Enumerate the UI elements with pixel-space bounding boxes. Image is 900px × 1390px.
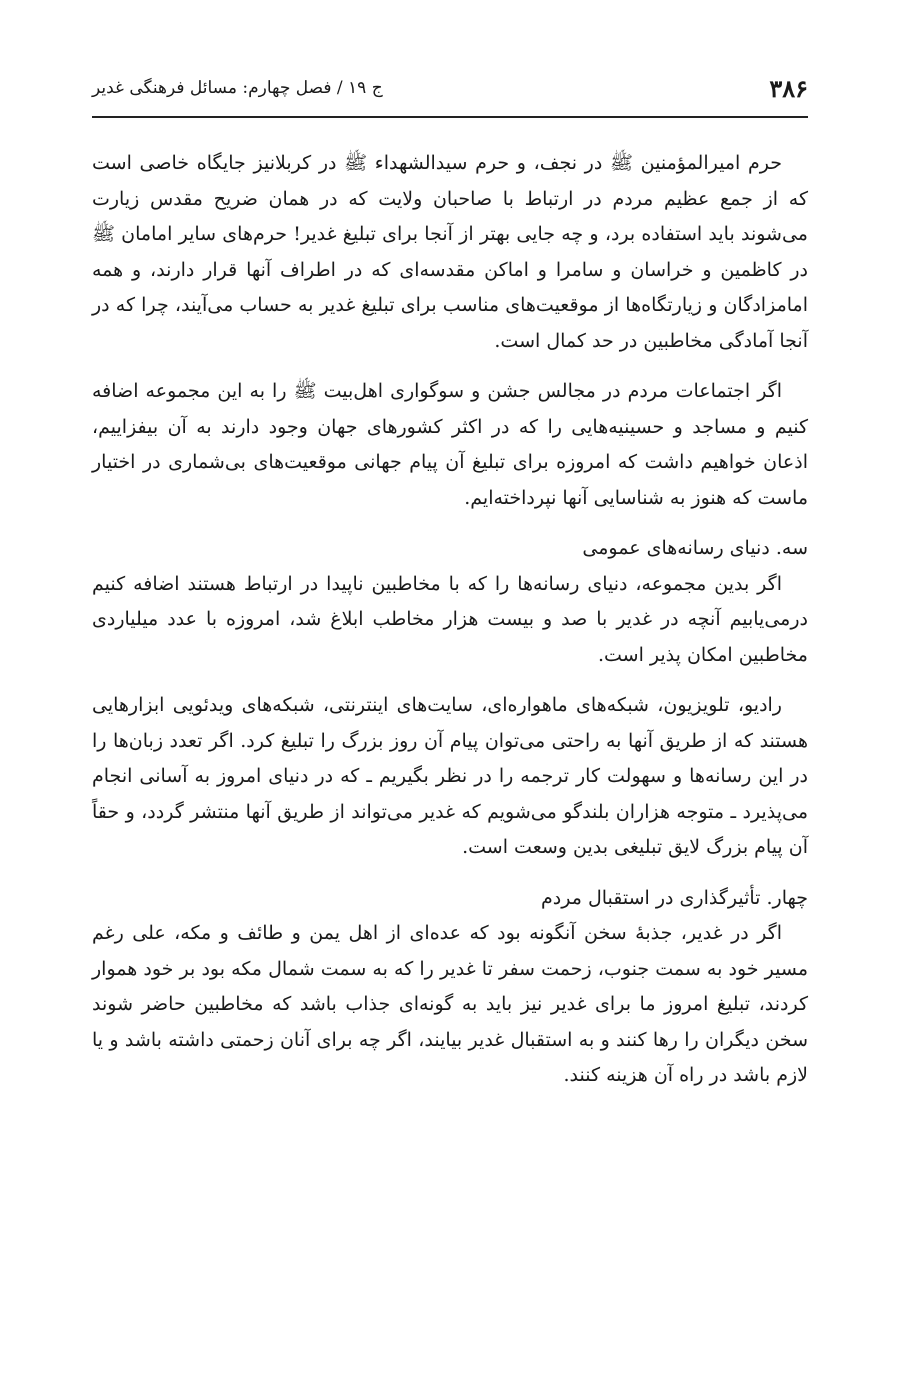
section-heading-three: سه. دنیای رسانه‌های عمومی bbox=[582, 537, 808, 559]
paragraph-5: اگر در غدیر، جذبۀ سخن آنگونه بود که عده‌ای از اهل یمن و طائف و مکه، علی رغم مسیر خود به سمت جنوب، زحمت سفر تا غدیر را که به سمت شمال مکه بود بر خود هموار کردند، تبلیغ امروز ما برای غدیر نیز باید به گونه‌ای جذاب باشد که مخاطبین حاضر شوند سخن دیگران را رها کنند و به استقبال غدیر بیایند، اگر چه برای آنان زحمتی داشته باشد و یا لازم باشد در راه آن هزینه کنند. bbox=[92, 922, 808, 1086]
paragraph-4: رادیو، تلویزیون، شبکه‌های ماهواره‌ای، سایت‌های اینترنتی، شبکه‌های ویدئویی ابزارهایی هستند که از طریق آنها به راحتی می‌توان پیام آن روز بزرگ را تبلیغ کرد. اگر تعدد زبان‌ها را در این رسانه‌ها و سهولت کار ترجمه را در نظر بگیریم ـ که در دنیای امروز به آسانی انجام می‌پذیرد ـ متوجه هزاران بلندگو می‌شویم که غدیر می‌تواند از طریق آنها منتشر گردد، و حقاً آن پیام بزرگ لایق تبلیغی بدین وسعت است. bbox=[92, 694, 808, 858]
page-body bbox=[92, 146, 808, 1109]
page-number: ۳۸۶ bbox=[769, 74, 808, 103]
section-heading-four: چهار. تأثیرگذاری در استقبال مردم bbox=[541, 886, 808, 909]
paragraph-2: اگر اجتماعات مردم در مجالس جشن و سوگواری اهل‌بیت ﷺ را به این مجموعه اضافه کنیم و مساجد و حسینیه‌هایی را که در اکثر کشورهای جهان وجود دارند به آن بیفزاییم، اذعان خواهیم داشت که امروزه برای تبلیغ آن پیام جهانی موقعیت‌های بی‌شماری در اختیار ماست که هنوز به شناسایی آنها نپرداخته‌ایم. bbox=[92, 380, 808, 509]
page-header bbox=[92, 72, 808, 118]
paragraph-3: اگر بدین مجموعه، دنیای رسانه‌ها را که با مخاطبین ناپیدا در ارتباط هستند اضافه کنیم درمی‌یابیم آنچه در غدیر با صد و بیست هزار مخاطب ابلاغ شد، امروزه با عدد میلیاردی مخاطبین امکان پذیر است. bbox=[92, 572, 808, 666]
paragraph-1: حرم امیرالمؤمنین ﷺ در نجف، و حرم سیدالشهداء ﷺ در کربلانیز جایگاه خاصی است که از جمع عظیم مردم در ارتباط با صاحبان ولایت که در همان ضریح مقدس زیارت می‌شوند باید استفاده برد، و چه جایی بهتر از آنجا برای تبلیغ غدیر! حرم‌های سایر امامان ﷺ در کاظمین و خراسان و سامرا و اماکن مقدسه‌ای که در اطراف آنها قرار دارند، و همه امامزادگان و زیارتگاه‌ها از موقعیت‌های مناسب برای تبلیغ غدیر به حساب می‌آیند، چرا که در آنجا آمادگی مخاطبین در حد کمال است. bbox=[92, 152, 808, 352]
running-head: ج ۱۹ / فصل چهارم: مسائل فرهنگی غدیر bbox=[92, 78, 383, 98]
